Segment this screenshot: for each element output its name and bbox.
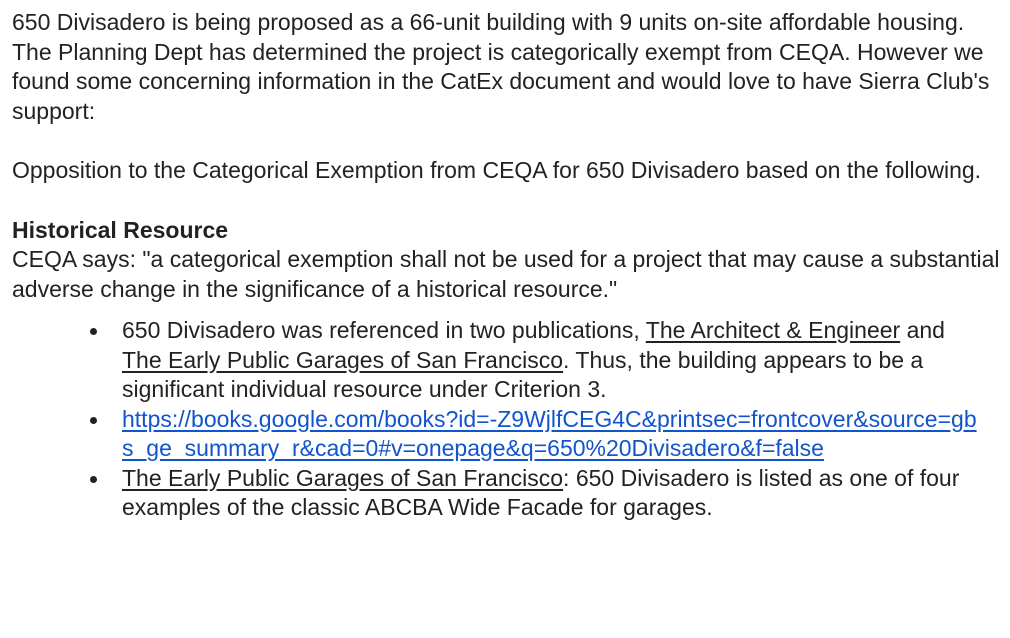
opposition-paragraph: Opposition to the Categorical Exemption from CEQA for 650 Divisadero based on the following.	[12, 157, 982, 183]
ceqa-quote: CEQA says: "a categorical exemption shall not be used for a project that may cause a substantial adverse change in the significance of a historical resource."	[12, 246, 1000, 302]
bullet-icon	[90, 328, 97, 335]
bullet-text: . Thus, the building appears to be a significant individual resource under Criterion 3.	[122, 346, 924, 402]
list-item	[12, 316, 982, 405]
bullet-icon	[90, 476, 97, 483]
bullet-text: : 650 Divisadero is listed as one of four examples of the classic ABCBA Wide Facade for garages.	[122, 464, 960, 520]
intro-paragraph: 650 Divisadero is being proposed as a 66-unit building with 9 units on-site affordable housing. The Planning Dept has determined the project is categorically exempt from CEQA. However we found some concerning information in the CatEx document and would love to have Sierra Club's support:	[12, 9, 990, 124]
spacer	[12, 186, 1002, 216]
publication-title: The Architect & Engineer	[645, 317, 901, 343]
bullet-list	[12, 316, 1002, 523]
google-books-link[interactable]: https://books.google.com/books?id=-Z9WjlfCEG4C&printsec=frontcover&source=gbs_ge_summary_r&cad=0#v=onepage&q=650%20Divisadero&f=false	[122, 405, 977, 461]
bullet-icon	[90, 417, 97, 424]
publication-title: The Early Public Garages of San Francisco	[122, 346, 564, 373]
list-item	[12, 464, 982, 523]
document-body	[12, 8, 1002, 523]
list-item	[12, 405, 982, 464]
bullet-text: and	[900, 317, 945, 343]
publication-title: The Early Public Garages of San Francisco	[122, 464, 564, 491]
spacer	[12, 126, 1002, 156]
bullet-text: 650 Divisadero was referenced in two publications,	[122, 317, 646, 343]
section-heading: Historical Resource	[12, 216, 229, 243]
